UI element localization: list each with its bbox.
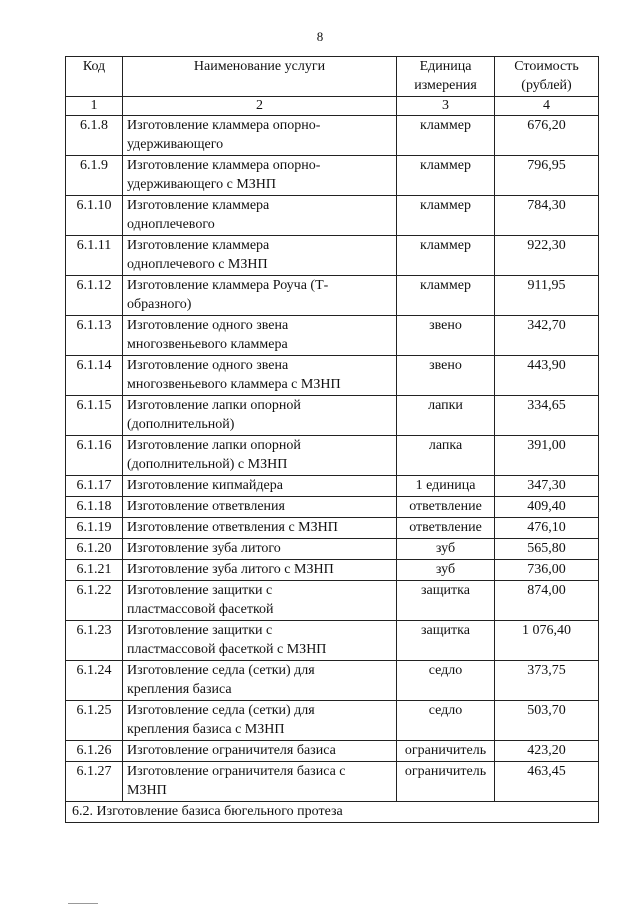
service-name bbox=[123, 476, 397, 497]
service-code: 6.1.15 bbox=[66, 396, 123, 436]
service-name bbox=[123, 539, 397, 560]
service-cost: 911,95 bbox=[495, 276, 599, 316]
header-cost-line2: (рублей) bbox=[521, 78, 572, 93]
table-header-row bbox=[66, 57, 599, 97]
service-cost: 922,30 bbox=[495, 236, 599, 276]
service-name-line1: Изготовление ограничителя базиса с bbox=[127, 764, 346, 779]
section-label: 6.2. Изготовление базиса бюгельного протеза bbox=[66, 802, 599, 823]
page-number: 8 bbox=[316, 29, 324, 44]
table-row bbox=[66, 476, 599, 497]
table-row bbox=[66, 621, 599, 661]
table-row bbox=[66, 116, 599, 156]
service-name-line1: Изготовление одного звена bbox=[127, 318, 289, 333]
header-cost-line1: Стоимость bbox=[514, 59, 579, 74]
unit-of-measure: зуб bbox=[397, 560, 495, 581]
service-name-line1: Изготовление одного звена bbox=[127, 358, 289, 373]
service-name bbox=[123, 276, 397, 316]
table-row bbox=[66, 316, 599, 356]
service-code: 6.1.24 bbox=[66, 661, 123, 701]
service-cost: 347,30 bbox=[495, 476, 599, 497]
unit-of-measure: кламмер bbox=[397, 196, 495, 236]
service-name-line1: Изготовление кламмера опорно- bbox=[127, 158, 321, 173]
header-code: Код bbox=[66, 57, 123, 97]
service-name bbox=[123, 236, 397, 276]
service-name-line2: крепления базиса с МЗНП bbox=[127, 722, 285, 737]
unit-of-measure: ограничитель bbox=[397, 762, 495, 802]
service-name bbox=[123, 581, 397, 621]
service-cost: 503,70 bbox=[495, 701, 599, 741]
service-code: 6.1.21 bbox=[66, 560, 123, 581]
service-code: 6.1.27 bbox=[66, 762, 123, 802]
service-code: 6.1.11 bbox=[66, 236, 123, 276]
column-number: 4 bbox=[495, 97, 599, 116]
header-unit-line2: измерения bbox=[414, 78, 477, 93]
service-name-line1: Изготовление защитки с bbox=[127, 623, 273, 638]
service-code: 6.1.25 bbox=[66, 701, 123, 741]
service-name bbox=[123, 436, 397, 476]
service-code: 6.1.22 bbox=[66, 581, 123, 621]
service-code: 6.1.26 bbox=[66, 741, 123, 762]
service-code: 6.1.17 bbox=[66, 476, 123, 497]
service-name-line2: многозвеньевого кламмера bbox=[127, 337, 288, 352]
table-row bbox=[66, 762, 599, 802]
service-name-line2: МЗНП bbox=[127, 783, 167, 798]
unit-of-measure: защитка bbox=[397, 581, 495, 621]
service-name-line2: одноплечевого bbox=[127, 217, 215, 232]
service-cost: 676,20 bbox=[495, 116, 599, 156]
service-name-line2: многозвеньевого кламмера с МЗНП bbox=[127, 377, 341, 392]
unit-of-measure: звено bbox=[397, 356, 495, 396]
service-cost: 342,70 bbox=[495, 316, 599, 356]
service-cost: 373,75 bbox=[495, 661, 599, 701]
service-cost: 784,30 bbox=[495, 196, 599, 236]
service-name-line1: Изготовление ответвления с МЗНП bbox=[127, 520, 338, 535]
unit-of-measure: 1 единица bbox=[397, 476, 495, 497]
service-cost: 423,20 bbox=[495, 741, 599, 762]
service-name-line1: Изготовление лапки опорной bbox=[127, 398, 301, 413]
column-number: 2 bbox=[123, 97, 397, 116]
service-name-line1: Изготовление кламмера опорно- bbox=[127, 118, 321, 133]
service-name bbox=[123, 518, 397, 539]
service-name-line2: пластмассовой фасеткой с МЗНП bbox=[127, 642, 327, 657]
table-row bbox=[66, 741, 599, 762]
section-row bbox=[66, 802, 599, 823]
service-name-line1: Изготовление защитки с bbox=[127, 583, 273, 598]
service-name bbox=[123, 156, 397, 196]
service-cost: 874,00 bbox=[495, 581, 599, 621]
service-name bbox=[123, 762, 397, 802]
service-name bbox=[123, 701, 397, 741]
unit-of-measure: ответвление bbox=[397, 497, 495, 518]
unit-of-measure: кламмер bbox=[397, 116, 495, 156]
price-table bbox=[65, 56, 599, 823]
table-row bbox=[66, 236, 599, 276]
service-name-line2: пластмассовой фасеткой bbox=[127, 602, 274, 617]
service-name-line1: Изготовление зуба литого с МЗНП bbox=[127, 562, 334, 577]
service-name-line1: Изготовление кламмера bbox=[127, 198, 270, 213]
table-row bbox=[66, 518, 599, 539]
unit-of-measure: седло bbox=[397, 661, 495, 701]
service-name bbox=[123, 196, 397, 236]
service-name-line2: удерживающего bbox=[127, 137, 224, 152]
header-cost bbox=[495, 57, 599, 97]
header-unit bbox=[397, 57, 495, 97]
service-name bbox=[123, 741, 397, 762]
service-name-line2: (дополнительной) bbox=[127, 417, 235, 432]
table-row bbox=[66, 560, 599, 581]
header-unit-line1: Единица bbox=[419, 59, 472, 74]
service-code: 6.1.16 bbox=[66, 436, 123, 476]
unit-of-measure: ограничитель bbox=[397, 741, 495, 762]
table-row bbox=[66, 356, 599, 396]
service-name bbox=[123, 396, 397, 436]
scan-mark bbox=[68, 903, 98, 904]
service-name bbox=[123, 316, 397, 356]
service-name-line1: Изготовление ограничителя базиса bbox=[127, 743, 336, 758]
service-cost: 391,00 bbox=[495, 436, 599, 476]
service-cost: 1 076,40 bbox=[495, 621, 599, 661]
service-cost: 463,45 bbox=[495, 762, 599, 802]
service-name-line1: Изготовление кламмера bbox=[127, 238, 270, 253]
service-name-line1: Изготовление седла (сетки) для bbox=[127, 703, 315, 718]
column-number: 1 bbox=[66, 97, 123, 116]
service-code: 6.1.23 bbox=[66, 621, 123, 661]
service-cost: 334,65 bbox=[495, 396, 599, 436]
unit-of-measure: кламмер bbox=[397, 276, 495, 316]
service-name-line2: крепления базиса bbox=[127, 682, 232, 697]
unit-of-measure: седло bbox=[397, 701, 495, 741]
unit-of-measure: ответвление bbox=[397, 518, 495, 539]
service-cost: 736,00 bbox=[495, 560, 599, 581]
unit-of-measure: кламмер bbox=[397, 236, 495, 276]
table-row bbox=[66, 276, 599, 316]
service-code: 6.1.18 bbox=[66, 497, 123, 518]
table-body bbox=[66, 116, 599, 802]
table-row bbox=[66, 661, 599, 701]
service-code: 6.1.9 bbox=[66, 156, 123, 196]
service-code: 6.1.12 bbox=[66, 276, 123, 316]
service-name-line1: Изготовление лапки опорной bbox=[127, 438, 301, 453]
service-code: 6.1.14 bbox=[66, 356, 123, 396]
service-name-line1: Изготовление ответвления bbox=[127, 499, 285, 514]
service-name-line1: Изготовление седла (сетки) для bbox=[127, 663, 315, 678]
service-cost: 443,90 bbox=[495, 356, 599, 396]
table-row bbox=[66, 701, 599, 741]
table-row bbox=[66, 196, 599, 236]
service-cost: 565,80 bbox=[495, 539, 599, 560]
service-name bbox=[123, 356, 397, 396]
service-name-line1: Изготовление кламмера Роуча (Т- bbox=[127, 278, 329, 293]
unit-of-measure: зуб bbox=[397, 539, 495, 560]
column-number-row bbox=[66, 97, 599, 116]
unit-of-measure: кламмер bbox=[397, 156, 495, 196]
table-row bbox=[66, 581, 599, 621]
service-name-line1: Изготовление кипмайдера bbox=[127, 478, 283, 493]
unit-of-measure: лапка bbox=[397, 436, 495, 476]
table-row bbox=[66, 539, 599, 560]
service-cost: 409,40 bbox=[495, 497, 599, 518]
unit-of-measure: лапки bbox=[397, 396, 495, 436]
service-name bbox=[123, 661, 397, 701]
service-name bbox=[123, 621, 397, 661]
table-row bbox=[66, 396, 599, 436]
table-row bbox=[66, 497, 599, 518]
column-number: 3 bbox=[397, 97, 495, 116]
service-cost: 796,95 bbox=[495, 156, 599, 196]
service-name-line2: удерживающего с МЗНП bbox=[127, 177, 277, 192]
service-code: 6.1.13 bbox=[66, 316, 123, 356]
service-cost: 476,10 bbox=[495, 518, 599, 539]
service-name-line2: образного) bbox=[127, 297, 192, 312]
service-code: 6.1.20 bbox=[66, 539, 123, 560]
service-name-line2: (дополнительной) с МЗНП bbox=[127, 457, 288, 472]
service-code: 6.1.19 bbox=[66, 518, 123, 539]
unit-of-measure: звено bbox=[397, 316, 495, 356]
table-row bbox=[66, 156, 599, 196]
service-name bbox=[123, 116, 397, 156]
service-code: 6.1.8 bbox=[66, 116, 123, 156]
service-name bbox=[123, 497, 397, 518]
header-name: Наименование услуги bbox=[123, 57, 397, 97]
service-name-line2: одноплечевого с МЗНП bbox=[127, 257, 268, 272]
unit-of-measure: защитка bbox=[397, 621, 495, 661]
service-name bbox=[123, 560, 397, 581]
table-row bbox=[66, 436, 599, 476]
service-name-line1: Изготовление зуба литого bbox=[127, 541, 281, 556]
service-code: 6.1.10 bbox=[66, 196, 123, 236]
